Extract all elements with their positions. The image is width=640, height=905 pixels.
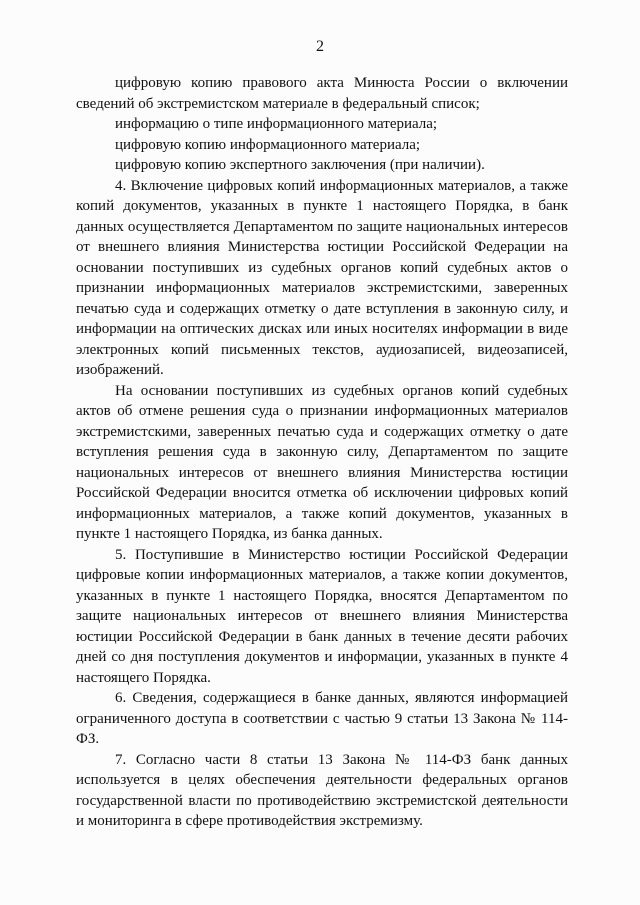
paragraph-material-copy: цифровую копию информационного материала; xyxy=(115,136,421,153)
paragraph-item-7: 7. Согласно части 8 статьи 13 Закона № 114-ФЗ банк данных используется в целях обеспечения деятельности федеральных органов государственной власти по противодействию экстремистской деятельности и мониторинга в сфере противодействия экстремизму. xyxy=(76,751,568,829)
paragraph-item-4: 4. Включение цифровых копий информационных материалов, а также копий документов, указанных в пункте 1 настоящего Порядка, в банк данных осуществляется Департаментом по защите национальных интересов от внешнего влияния Министерства юстиции Российской Федерации на основании поступивших из судебных органов копий судебных актов о признании информационных материалов экстремистскими, заверенных печатью суда и содержащих отметку о дате вступления в законную силу, и информации на оптических дисках или иных носителях информации в виде электронных копий письменных текстов, аудиозаписей, видеозаписей, изображений. xyxy=(76,177,568,378)
page-number: 2 xyxy=(316,38,324,55)
paragraph-expert-opinion: цифровую копию экспертного заключения (при наличии). xyxy=(115,157,485,173)
paragraph-item-5: 5. Поступившие в Министерство юстиции Российской Федерации цифровые копии информационных материалов, а также копии документов, указанных в пункте 1 настоящего Порядка, вносятся Департаментом по защите национальных интересов от внешнего влияния Министерства юстиции Российской Федерации в банк данных в течение десяти рабочих дней со дня поступления документов и информации, указанных в пункте 4 настоящего Порядка. xyxy=(76,546,568,686)
document-body xyxy=(76,73,568,832)
paragraph-legal-act-copy: цифровую копию правового акта Минюста России о включении сведений об экстремистском материале в федеральный список; xyxy=(76,75,568,112)
paragraph-material-type: информацию о типе информационного материала; xyxy=(115,116,438,132)
paragraph-item-6: 6. Сведения, содержащиеся в банке данных, являются информацией ограниченного доступа в соответствии с частью 9 статьи 13 Закона № 114-ФЗ. xyxy=(76,690,568,747)
paragraph-court-cancellation: На основании поступивших из судебных органов копий судебных актов об отмене решения суда о признании информационных материалов экстремистскими, заверенных печатью суда и содержащих отметку о дате вступления решения суда в законную силу, Департаментом по защите национальных интересов от внешнего влияния Министерства юстиции Российской Федерации вносится отметка об исключении цифровых копий информационных материалов, а также копий документов, указанных в пункте 1 настоящего Порядка, из банка данных. xyxy=(76,382,568,542)
